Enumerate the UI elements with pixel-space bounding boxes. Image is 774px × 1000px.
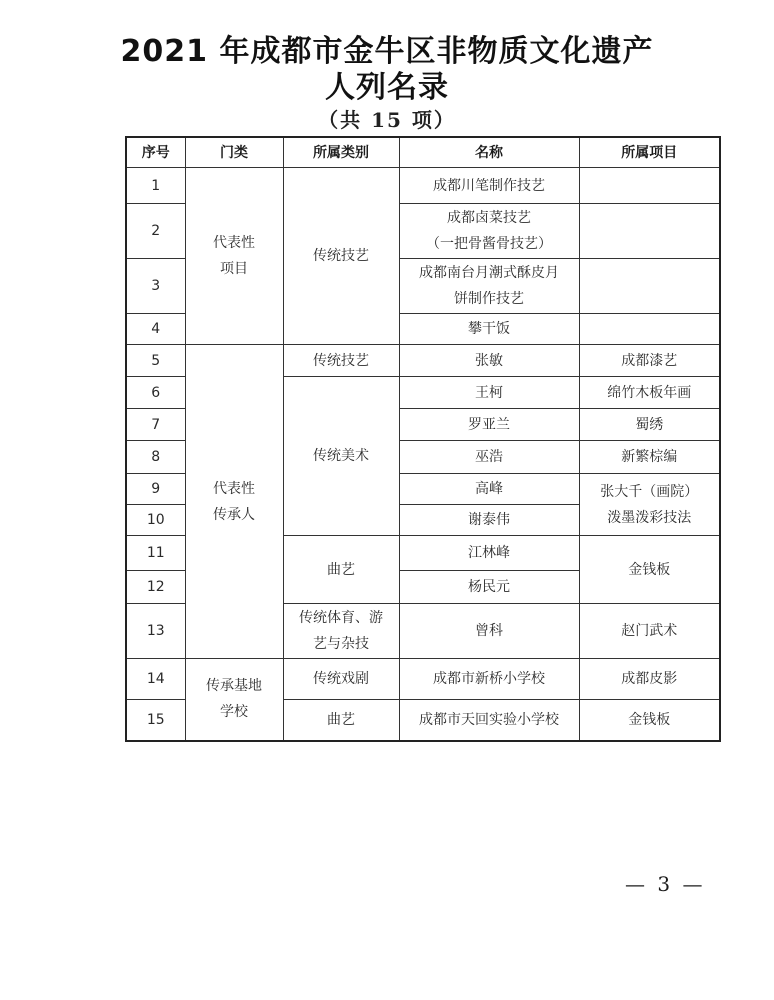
- row-number: 7: [126, 409, 185, 441]
- header-name: 名称: [399, 137, 579, 168]
- item-project: 成都漆艺: [579, 345, 720, 377]
- row-number: 8: [126, 441, 185, 474]
- row-number: 13: [126, 604, 185, 659]
- subcategory-cell: [283, 604, 399, 659]
- subcategory-line: 艺与杂技: [313, 636, 369, 652]
- item-name: 高峰: [399, 474, 579, 505]
- item-name: [399, 204, 579, 259]
- item-project: [579, 259, 720, 314]
- subcategory-cell: 传统美术: [283, 377, 399, 536]
- category-cell: [185, 168, 283, 345]
- item-project-line: 泼墨泼彩技法: [607, 509, 692, 526]
- heritage-list-table: [125, 136, 721, 742]
- category-label: 代表性: [213, 480, 255, 497]
- item-project-line: 张大千（画院）: [600, 483, 699, 500]
- item-project: 绵竹木板年画: [579, 377, 720, 409]
- header-category: 门类: [185, 137, 283, 168]
- header-no: 序号: [126, 137, 185, 168]
- category-cell: [185, 659, 283, 741]
- row-number: 14: [126, 659, 185, 700]
- item-name: 王柯: [399, 377, 579, 409]
- document-title: 2021 年成都市金牛区非物质文化遗产: [120, 34, 654, 69]
- item-name: 张敏: [399, 345, 579, 377]
- item-name: 杨民元: [399, 571, 579, 604]
- table-row: [126, 345, 720, 377]
- row-number: 11: [126, 536, 185, 571]
- subcategory-cell: 曲艺: [283, 700, 399, 741]
- category-cell: [185, 345, 283, 659]
- document-title-line2: 人列名录: [325, 70, 449, 105]
- item-count: （共 15 项）: [318, 108, 456, 132]
- item-project: [579, 314, 720, 345]
- table-row: [126, 659, 720, 700]
- category-label: 代表性: [213, 235, 255, 251]
- row-number: 4: [126, 314, 185, 345]
- item-name-line: （一把骨酱骨技艺）: [426, 236, 552, 252]
- row-number: 12: [126, 571, 185, 604]
- item-name: 罗亚兰: [399, 409, 579, 441]
- row-number: 1: [126, 168, 185, 204]
- category-label: 项目: [220, 261, 248, 277]
- category-label: 传承人: [213, 506, 255, 523]
- item-name-line: 成都卤菜技艺: [447, 210, 531, 226]
- row-number: 10: [126, 505, 185, 536]
- table-header-row: [126, 137, 720, 168]
- item-name: 成都川笔制作技艺: [399, 168, 579, 204]
- category-label: 学校: [220, 704, 248, 721]
- item-project: [579, 168, 720, 204]
- item-project: [579, 204, 720, 259]
- row-number: 6: [126, 377, 185, 409]
- row-number: 9: [126, 474, 185, 505]
- item-name-line: 成都南台月潮式酥皮月: [419, 265, 559, 281]
- item-name: 成都市新桥小学校: [399, 659, 579, 700]
- item-name: [399, 259, 579, 314]
- item-project: 成都皮影: [579, 659, 720, 700]
- subcategory-cell: 传统技艺: [283, 345, 399, 377]
- item-name-line: 饼制作技艺: [454, 291, 524, 307]
- item-project: 金钱板: [579, 700, 720, 741]
- row-number: 3: [126, 259, 185, 314]
- item-name: 成都市天回实验小学校: [399, 700, 579, 741]
- row-number: 2: [126, 204, 185, 259]
- item-name: 巫浩: [399, 441, 579, 474]
- subcategory-line: 传统体育、游: [299, 610, 383, 626]
- item-name: 攀干饭: [399, 314, 579, 345]
- subcategory-cell: 传统技艺: [283, 168, 399, 345]
- header-subcategory: 所属类别: [283, 137, 399, 168]
- row-number: 5: [126, 345, 185, 377]
- item-project: 赵门武术: [579, 604, 720, 659]
- item-project: [579, 474, 720, 536]
- item-project: 新繁棕编: [579, 441, 720, 474]
- row-number: 15: [126, 700, 185, 741]
- item-name: 曾科: [399, 604, 579, 659]
- category-label: 传承基地: [206, 678, 262, 695]
- subcategory-cell: 曲艺: [283, 536, 399, 604]
- item-name: 江林峰: [399, 536, 579, 571]
- page-number: — 3 —: [625, 872, 706, 896]
- item-name: 谢泰伟: [399, 505, 579, 536]
- item-project: 蜀绣: [579, 409, 720, 441]
- subcategory-cell: 传统戏剧: [283, 659, 399, 700]
- table-row: [126, 168, 720, 204]
- header-project: 所属项目: [579, 137, 720, 168]
- item-project: 金钱板: [579, 536, 720, 604]
